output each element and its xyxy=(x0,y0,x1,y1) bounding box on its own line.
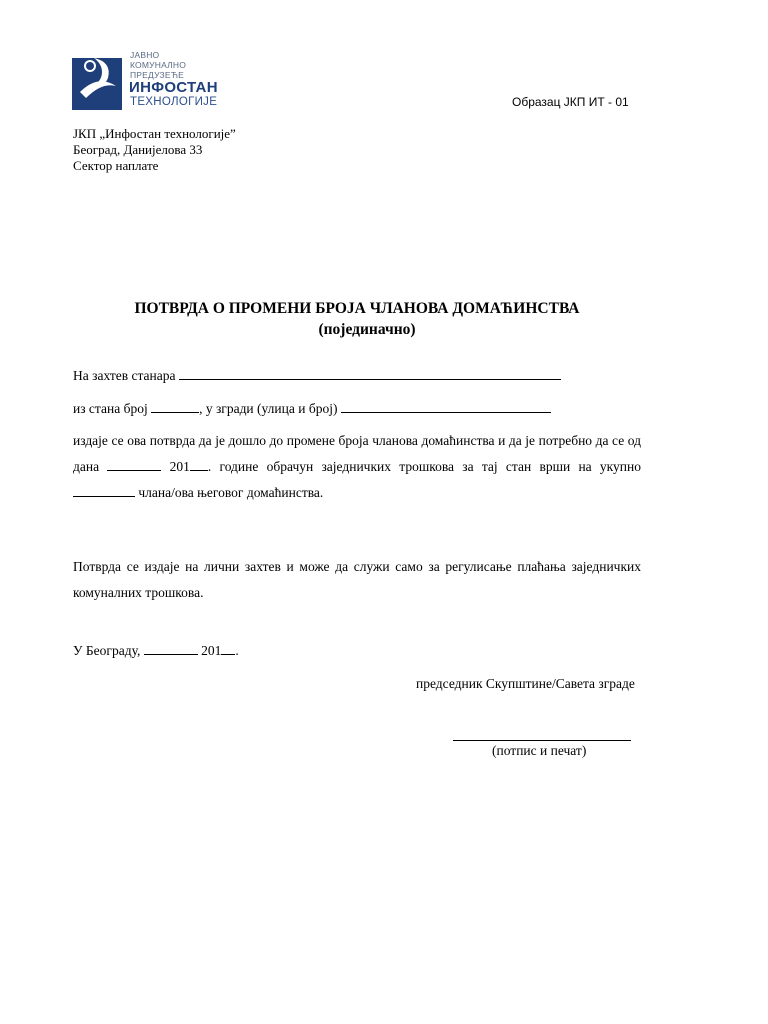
building-label: , у згради (улица и број) xyxy=(199,401,338,416)
p1-text-3: члана/ова његовог домаћинства. xyxy=(138,485,324,500)
member-count-blank[interactable] xyxy=(73,484,135,497)
p1-text-1: издаје се ова потврда да је дошло до промене броја чланова домаћинства и да је потребно да се од дана xyxy=(73,433,641,474)
title-main: ПОТВРДА О ПРОМЕНИ БРОЈА ЧЛАНОВА ДОМАЋИНСТВА xyxy=(134,300,580,317)
logo-company-subname: ТЕХНОЛОГИЈЕ xyxy=(130,96,218,108)
company-logo xyxy=(72,50,232,112)
date-blank[interactable] xyxy=(107,458,161,471)
logo-line-1: ЈАВНО xyxy=(130,50,160,60)
signature-role: председник Скупштине/Савета зграде xyxy=(416,676,635,691)
tenant-name-blank[interactable] xyxy=(179,367,561,380)
logo-line-2: КОМУНАЛНО xyxy=(130,60,187,70)
issue-year-suffix-blank[interactable] xyxy=(221,642,235,655)
issue-date-blank[interactable] xyxy=(144,642,198,655)
building-address-blank[interactable] xyxy=(341,400,551,413)
apartment-line xyxy=(73,400,551,417)
date-prefix: У Београду, xyxy=(73,643,141,658)
date-line xyxy=(73,642,239,659)
logo-line-3: ПРЕДУЗЕЋЕ xyxy=(130,70,185,80)
year-suffix-blank[interactable] xyxy=(190,458,208,471)
signature-caption: (потпис и печат) xyxy=(492,743,587,758)
p1-year: 201 xyxy=(169,459,190,474)
address-line-1: ЈКП „Инфостан технологије” xyxy=(73,126,236,141)
title-sub: (појединачно) xyxy=(318,321,416,338)
apartment-label: из стана број xyxy=(73,401,148,416)
signature-line[interactable] xyxy=(453,740,631,741)
p1-text-2: . године обрачун заједничких трошкова за тај стан врши на укупно xyxy=(207,459,642,474)
form-code: Образац ЈКП ИТ - 01 xyxy=(512,95,629,109)
date-suffix: . xyxy=(235,643,239,658)
logo-company-name: ИНФОСТАН xyxy=(129,79,218,96)
document-title xyxy=(0,298,714,340)
tenant-request-label: На захтев станара xyxy=(73,368,176,383)
infostan-logo-icon xyxy=(72,52,124,110)
apartment-number-blank[interactable] xyxy=(151,400,199,413)
purpose-paragraph: Потврда се издаје на лични захтев и може да служи само за регулисање плаћања заједничких комуналних трошкова. xyxy=(73,559,641,600)
sender-address xyxy=(73,126,236,174)
tenant-request-line xyxy=(73,367,561,384)
address-line-3: Сектор наплате xyxy=(73,158,159,173)
date-year: 201 xyxy=(201,643,222,658)
confirmation-paragraph xyxy=(73,428,641,506)
address-line-2: Београд, Данијелова 33 xyxy=(73,142,203,157)
